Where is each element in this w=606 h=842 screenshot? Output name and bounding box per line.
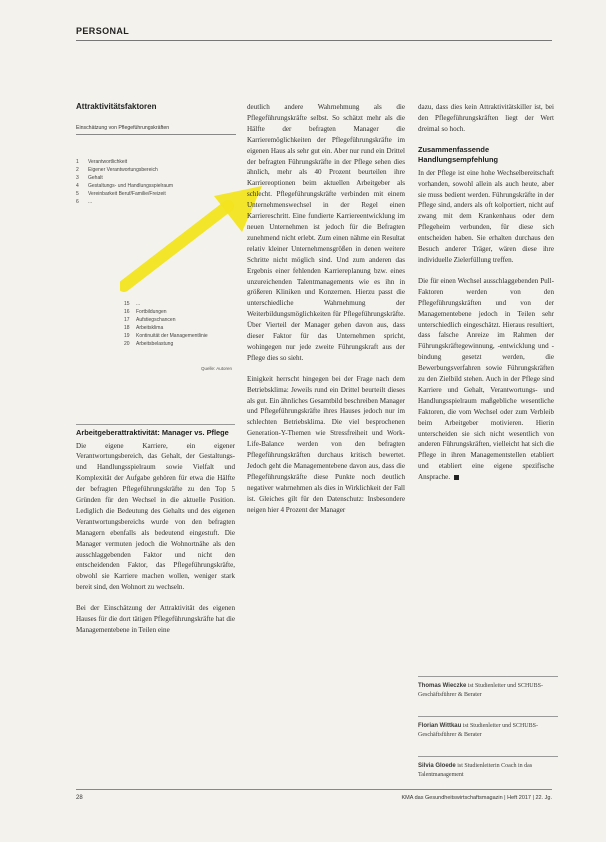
factor-label: Gehalt bbox=[88, 175, 103, 181]
factor-label: Vereinbarkeit Beruf/Familie/Freizeit bbox=[88, 191, 166, 197]
author-note bbox=[418, 756, 558, 780]
factor-item bbox=[124, 324, 208, 332]
factor-rank: 5 bbox=[76, 191, 79, 197]
factor-label: Kontinuität der Managementlinie bbox=[136, 333, 208, 339]
article-column-3 bbox=[418, 102, 554, 493]
infobox-subtitle: Einschätzung von Pflegeführungskräften bbox=[76, 125, 170, 131]
factor-item bbox=[76, 158, 173, 166]
factor-item bbox=[124, 316, 208, 324]
factor-label: ... bbox=[88, 199, 93, 205]
factor-label: Arbeitsklima bbox=[136, 325, 164, 331]
paragraph bbox=[418, 276, 554, 483]
factor-rank: 17 bbox=[124, 317, 130, 323]
factor-item bbox=[124, 300, 208, 308]
article-column-2 bbox=[247, 102, 405, 526]
paragraph: Die eigene Karriere, ein eigener Verantwortungsbereich, das Gehalt, der Gestaltungs- und Handlungsspielraum sowie Vielfalt und Komplexität der Aufgabe gehören für etwa die Hälfte der befragten Pflegeführungskräfte zu den Top 5 Gründen für den Wechsel in die aktuelle Position. Lediglich die Bedeutung des Gehalts und des eigenen Verantwortungsbereichs wurde von den befragten Managern ebenfalls als bedeutend eingestuft. Die Manager vermuten jedoch die Wohnortnähe als den ausschlaggebenden Faktor und nicht den entscheidenden Faktor, das Pflegeführungskräfte, obwohl sie Karriere machen wollen, weniger stark bereit sind, den Wohnort zu wechseln. bbox=[76, 441, 235, 592]
header-rule bbox=[76, 40, 552, 41]
infobox-source: Quelle: Autoren bbox=[200, 366, 232, 371]
factor-label: ... bbox=[136, 301, 141, 307]
section-label: PERSONAL bbox=[76, 26, 130, 36]
paragraph-text: Die für einen Wechsel ausschlaggebenden Pull-Faktoren werden von den Pflegeführungskräften und von der Managementebene jedoch in Teilen sehr unterschiedlich eingeschätzt. Hieraus resultiert, dass falsche Anreize im Rahmen der Führungskräftegewinnung, -entwicklung und -bindung gesetzt werden, die Bewerbungsverfahren sowie Führungskräften zu den Zielbild stehen. Auch in der Pflege sind Karriere und Gehalt, Verantwortungs- und Handlungsspielraum maßgebliche wesentliche Faktoren, die vom Wechsel oder zum Verbleib beim Arbeitgeber motivieren. Hierin unterscheiden sie sich nicht wesentlich von anderen Führungskräften, vielleicht hat sich die Pflege in ihren Managementstellen etabliert und etabliert eine eigene spezifische Ansprache. bbox=[418, 276, 554, 482]
factor-rank: 15 bbox=[124, 301, 130, 307]
factor-rank: 1 bbox=[76, 159, 79, 165]
factor-label: Verantwortlichkeit bbox=[88, 159, 128, 165]
subheading-employer-attractiveness: Arbeitgeberattraktivität: Manager vs. Pflege bbox=[76, 428, 229, 437]
factor-rank: 19 bbox=[124, 333, 130, 339]
author-bio: ist Studienleiter und SCHUBS-Geschäftsführer & Berater bbox=[418, 723, 538, 738]
factor-item bbox=[76, 174, 173, 182]
factor-list-bottom bbox=[124, 300, 208, 348]
factor-rank: 4 bbox=[76, 183, 79, 189]
author-name: Thomas Wieczke bbox=[418, 683, 467, 689]
subheading-recommendation: Zusammenfassende Handlungsempfehlung bbox=[418, 144, 499, 165]
factor-label: Aufstiegschancen bbox=[136, 317, 176, 323]
paragraph: dazu, dass dies kein Attraktivitätskiller ist, bei den Pflegeführungskräften liegt der Wert dreimal so hoch. bbox=[418, 103, 554, 133]
subheading-rule bbox=[76, 424, 235, 425]
end-mark-icon bbox=[454, 475, 459, 480]
factor-item bbox=[124, 308, 208, 316]
factor-rank: 20 bbox=[124, 341, 130, 347]
author-note bbox=[418, 716, 558, 740]
author-bio: ist Studienleiterin Coach in das Talentmanagement bbox=[418, 763, 533, 778]
factor-label: Fortbildungen bbox=[136, 309, 167, 315]
factor-label: Eigener Verantwortungsbereich bbox=[88, 167, 158, 173]
paragraph: deutlich andere Wahrnehmung als die Pflegeführungskräfte selbst. So schätzt mehr als die Hälfte der befragten Manager die Karrieremöglichkeiten der Pflegeführungskräfte im eigenen Haus als sehr gut ein. Aber nur rund ein Drittel der befragten Führungskräfte in der Pflege sehen dies ähnlich, mehr als 40 Prozent beurteilen ihre Karriereoptionen beim aktuellen Arbeitgeber als schlecht. Pflegeführungskräfte verbinden mit einem Unternehmenswechsel in der Regel einen Karriereschritt. Eine fundierte Karriereentwicklung im neuen Unternehmen ist jedoch für die Befragten zunehmend nicht erlebt. Zum einen nähme ein Resultat relativ kleiner Unternehmensgrößen in denen weitere Schritte nicht möglich sind. Und zum anderen das Ergebnis einer fehlenden Karriereplanung bzw. eines unzureichenden Talentmanagements wie es ihn in größeren Kliniken und Konzernen. Hierzu passt die unterschiedliche Wahrnehmung der Weiterbildungsmöglichkeiten für Pflegeführungskräfte. Über Vierteil der Manager gehen davon aus, dass dieser Faktor für das Unternehmen spricht, wohingegen nur jede zweite Führungskraft aus der Pflege dies so sieht. bbox=[247, 103, 405, 362]
page-number: 28 bbox=[76, 795, 83, 801]
author-notes bbox=[418, 676, 558, 796]
infobox-title: Attraktivitätsfaktoren bbox=[76, 102, 157, 111]
highlight-arrow-icon bbox=[120, 182, 268, 292]
factor-rank: 2 bbox=[76, 167, 79, 173]
journal-reference: KMA das Gesundheitswirtschaftsmagazin | Heft 2017 | 22. Jg. bbox=[401, 795, 552, 801]
factor-item bbox=[124, 340, 208, 348]
author-bio: ist Studienleiter und SCHUBS-Geschäftsführer & Berater bbox=[418, 683, 543, 698]
paragraph: In der Pflege ist eine hohe Wechselbereitschaft vorhanden, sowohl allein als auch heute, aber sie muss bedient werden. Führungskräfte in der Pflege sind, anders als oft kolportiert, nicht auf zwang mit dem Krankenhaus oder dem Pflegeheim verbunden, für diese sich entscheiden haben. Sie erhalten durchaus den Besuch anderer Träger, wären diese ihre individuelle Zielerfüllung treffen. bbox=[418, 168, 554, 264]
infobox-rule bbox=[76, 134, 236, 135]
factor-rank: 3 bbox=[76, 175, 79, 181]
factor-rank: 6 bbox=[76, 199, 79, 205]
author-note bbox=[418, 676, 558, 700]
article-column-1 bbox=[76, 424, 235, 646]
factor-label: Gestaltungs- und Handlungsspielraum bbox=[88, 183, 174, 189]
paragraph: Einigkeit herrscht hingegen bei der Frage nach dem Betriebsklima: Jeweils rund ein Drittel beurteilt dieses als gut. Ein ähnliches Gesamtbild beschreiben Manager und Pflegeführungskräfte ihres Hauses jedoch nur im schlechten Betriebsklima. Die viel besprochenen Generation-Y-Themen wie Stressfreiheit und Work-Life-Balance werden von den befragten Pflegeführungskräften durchaus kritisch bewertet. Jedoch geht die Managementebene davon aus, dass die Pflegeführungskräfte diese Punkte noch deutlich negativer wahrnehmen als dies in Wirklichkeit der Fall ist. Gleiches gilt für den Datenschutz: Insbesondere neigen hier 4 Prozent der Manager bbox=[247, 374, 405, 514]
paragraph: Bei der Einschätzung der Attraktivität des eigenen Hauses für die dort tätigen Pflegeführungskräfte hat die Managementebene in Teilen eine bbox=[76, 604, 235, 634]
factor-rank: 18 bbox=[124, 325, 130, 331]
author-name: Silvia Gloede bbox=[418, 763, 456, 769]
factor-label: Arbeitsbelastung bbox=[136, 341, 174, 347]
factor-item bbox=[76, 166, 173, 174]
author-name: Florian Wittkau bbox=[418, 723, 462, 729]
factor-rank: 16 bbox=[124, 309, 130, 315]
footer-rule bbox=[76, 789, 552, 790]
factor-item bbox=[124, 332, 208, 340]
